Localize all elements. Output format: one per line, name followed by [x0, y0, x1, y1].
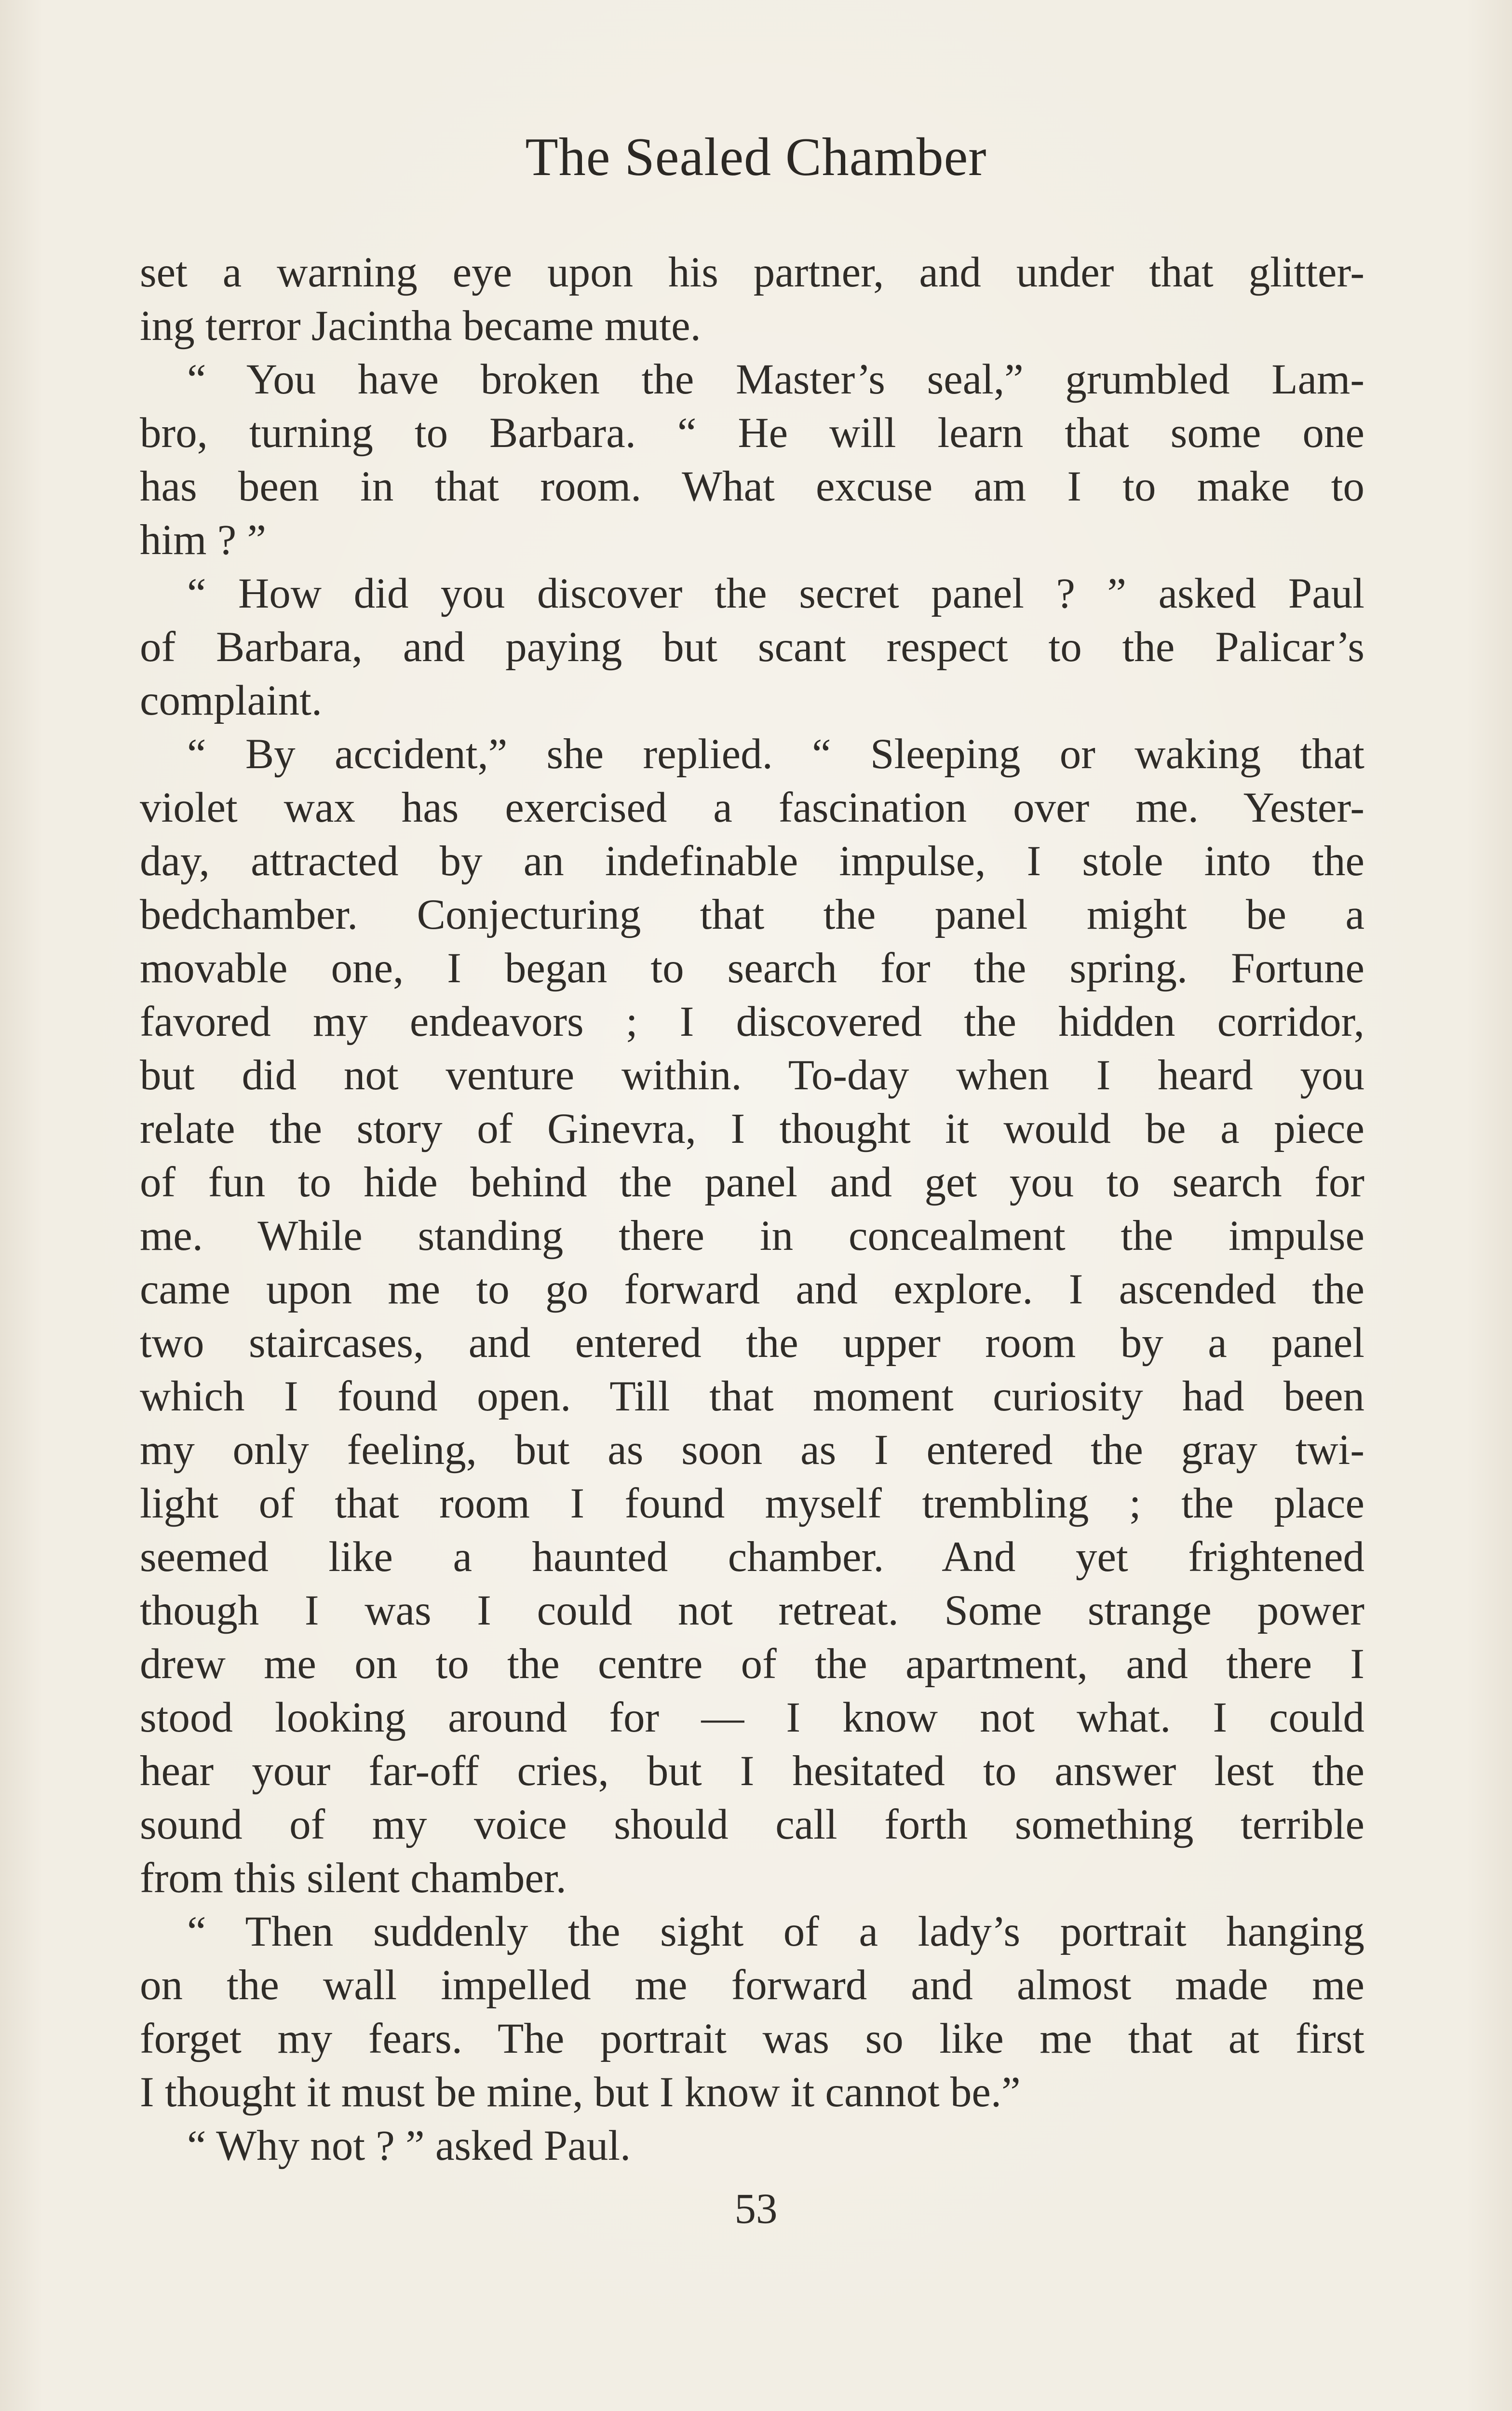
- text-line: “ By accident,” she replied. “ Sleeping or waking that: [187, 731, 1364, 778]
- text-line: I thought it must be mine, but I know it cannot be.”: [140, 2069, 1021, 2116]
- text-line: my only feeling, but as soon as I entered the gray twi-: [140, 1426, 1364, 1474]
- running-head-title: The Sealed Chamber: [525, 127, 987, 187]
- body-text: [140, 246, 1364, 2173]
- text-line: “ How did you discover the secret panel ? ” asked Paul: [187, 570, 1364, 617]
- text-line: bedchamber. Conjecturing that the panel might be a: [140, 891, 1364, 938]
- text-line: came upon me to go forward and explore. I ascended the: [140, 1266, 1364, 1313]
- text-line: drew me on to the centre of the apartment, and there I: [140, 1640, 1364, 1688]
- text-line: stood looking around for — I know not what. I could: [140, 1694, 1364, 1741]
- text-line: bro, turning to Barbara. “ He will learn that some one: [140, 409, 1364, 457]
- text-line: has been in that room. What excuse am I to make to: [140, 463, 1364, 510]
- text-line: set a warning eye upon his partner, and under that glitter-: [140, 249, 1364, 296]
- text-line: light of that room I found myself trembling ; the place: [140, 1480, 1364, 1527]
- text-line: “ Why not ? ” asked Paul.: [187, 2122, 631, 2169]
- text-line: forget my fears. The portrait was so like me that at first: [140, 2015, 1364, 2062]
- text-line: on the wall impelled me forward and almost made me: [140, 1962, 1364, 2009]
- page-number: 53: [734, 2185, 778, 2233]
- text-line: him ? ”: [140, 516, 266, 564]
- text-line: “ Then suddenly the sight of a lady’s portrait hanging: [187, 1908, 1364, 1955]
- text-line: but did not venture within. To-day when I heard you: [140, 1052, 1364, 1099]
- text-line: which I found open. Till that moment curiosity had been: [140, 1373, 1364, 1420]
- text-line: complaint.: [140, 677, 323, 724]
- text-line: movable one, I began to search for the spring. Fortune: [140, 945, 1364, 992]
- text-line: relate the story of Ginevra, I thought it would be a piece: [140, 1105, 1364, 1152]
- text-line: ing terror Jacintha became mute.: [140, 302, 701, 350]
- text-line: “ You have broken the Master’s seal,” grumbled Lam-: [187, 356, 1364, 403]
- text-line: me. While standing there in concealment the impulse: [140, 1212, 1364, 1260]
- text-line: favored my endeavors ; I discovered the hidden corridor,: [140, 998, 1364, 1045]
- text-line: day, attracted by an indefinable impulse, I stole into the: [140, 838, 1364, 885]
- text-line: from this silent chamber.: [140, 1855, 567, 1902]
- text-line: hear your far-off cries, but I hesitated to answer lest the: [140, 1747, 1364, 1795]
- text-line: two staircases, and entered the upper room by a panel: [140, 1319, 1364, 1367]
- text-line: seemed like a haunted chamber. And yet frightened: [140, 1533, 1364, 1581]
- text-line: sound of my voice should call forth something terrible: [140, 1801, 1364, 1848]
- text-line: of fun to hide behind the panel and get you to search for: [140, 1159, 1364, 1206]
- text-line: of Barbara, and paying but scant respect to the Palicar’s: [140, 623, 1364, 671]
- text-line: violet wax has exercised a fascination over me. Yester-: [140, 784, 1364, 831]
- text-line: though I was I could not retreat. Some strange power: [140, 1587, 1364, 1634]
